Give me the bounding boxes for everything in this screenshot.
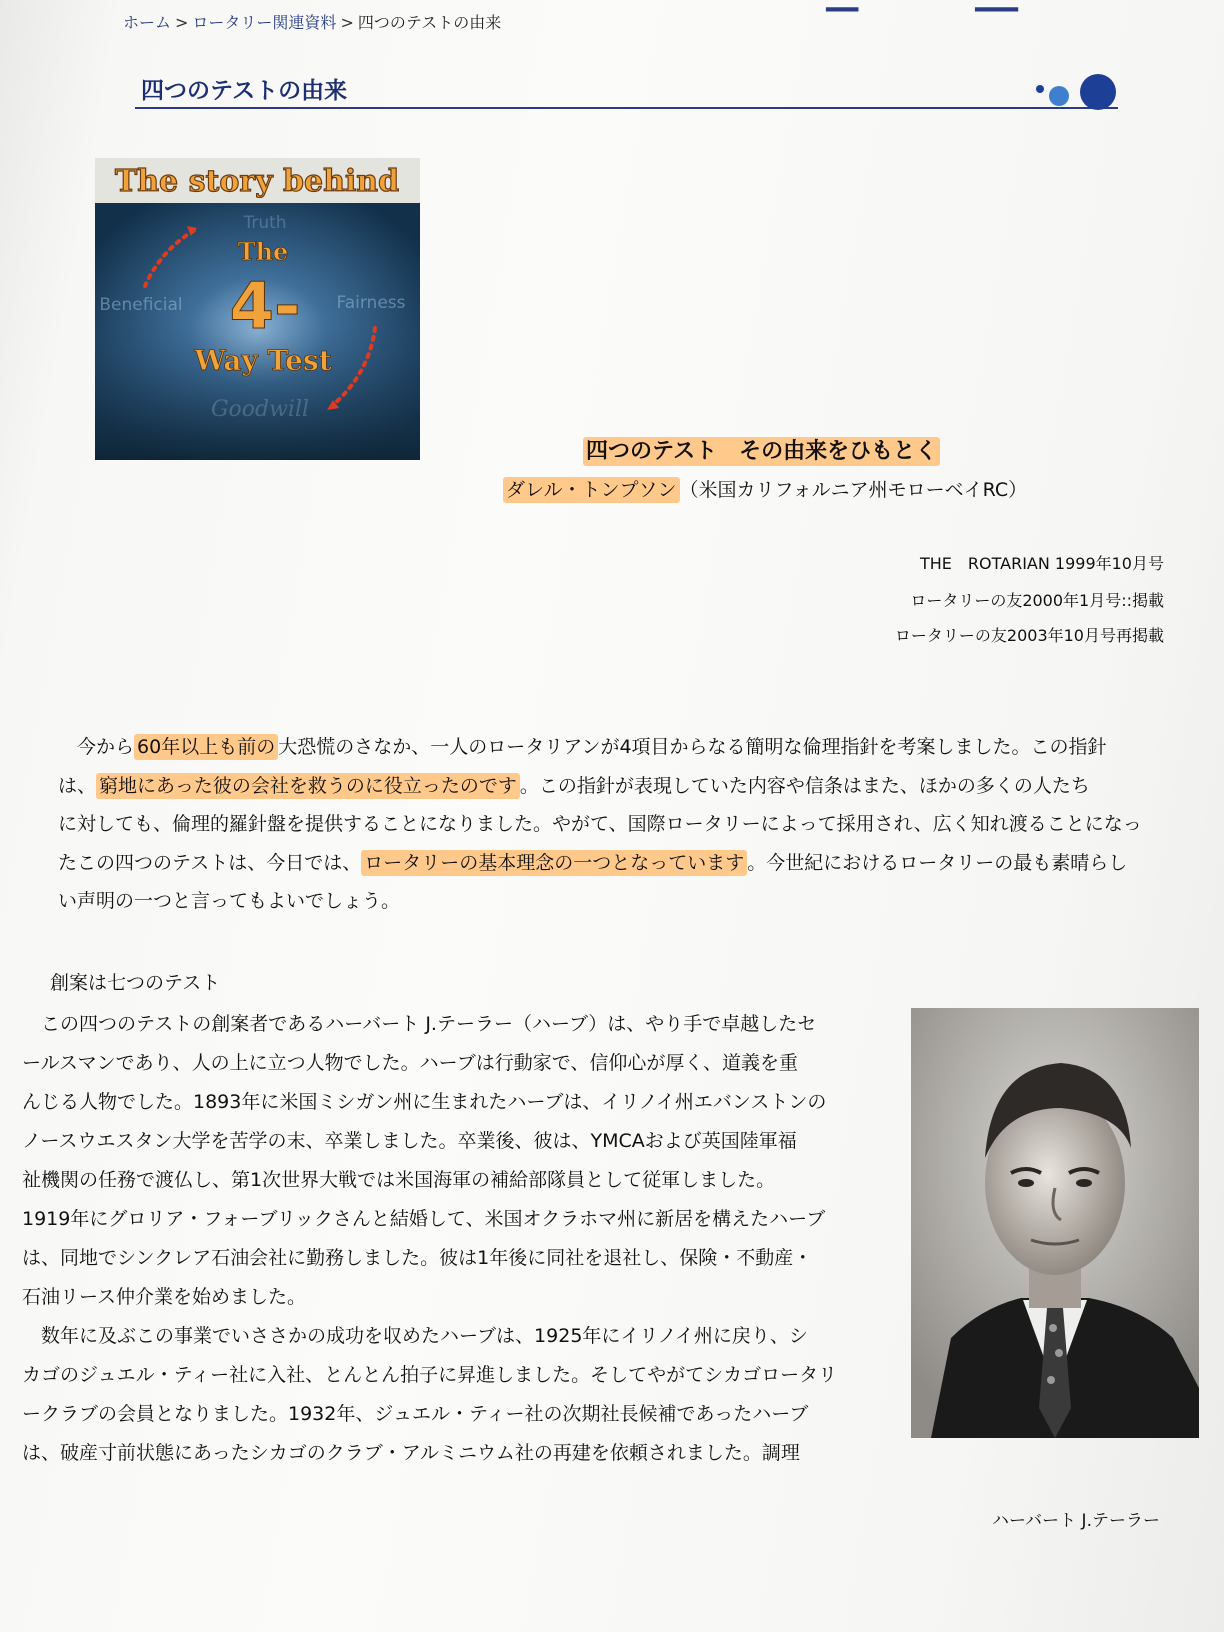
body-line: ールスマンであり、人の上に立つ人物でした。ハーブは行動家で、信仰心が厚く、道義を重 xyxy=(22,1052,798,1074)
section-heading: 創案は七つのテスト xyxy=(50,972,221,994)
decorative-dots-icon xyxy=(1034,72,1120,112)
cover-title-4: 4- xyxy=(229,270,301,344)
body-line: は、破産寸前状態にあったシカゴのクラブ・アルミニウム社の再建を依頼されました。調理 xyxy=(22,1442,800,1464)
cover-title-way-test: Way Test xyxy=(194,344,332,377)
body-line: は、同地でシンクレア石油会社に勤務しました。彼は1年後に同社を退社し、保険・不動産・ xyxy=(22,1247,813,1269)
cropped-top-text: ▂▂▂▂ xyxy=(975,0,1019,12)
body-line: 数年に及ぶこの事業でいささかの成功を収めたハーブは、1925年にイリノイ州に戻り、シ xyxy=(22,1325,808,1347)
body-line: 祉機関の任務で渡仏し、第1次世界大戦では米国海軍の補給部隊員として従軍しました。 xyxy=(22,1169,776,1191)
body-line: この四つのテストの創案者であるハーバート J.テーラー（ハーブ）は、やり手で卓越したセ xyxy=(22,1013,817,1035)
article-author xyxy=(503,475,1027,502)
breadcrumb-separator: > xyxy=(340,13,354,32)
breadcrumb-separator: > xyxy=(175,13,189,32)
body-line: 1919年にグロリア・フォーブリックさんと結婚して、米国オクラホマ州に新居を構えたハーブ xyxy=(22,1208,826,1230)
body-paragraph xyxy=(22,1005,927,1473)
intro-paragraph: 今から 60年以上も前の 大恐慌のさなか、一人のロータリアンが4項目からなる簡明な倫理指針を考案しました。この指針 は、 窮地にあった彼の会社を救うのに役立ったのです 。この指針が表現していた内容や信条はまた、ほかの多くの人たち に対しても、倫理的羅針盤を提供することになりました。やがて、国際ロータリーによって採用され、広く知れ渡ることになっ たこの四つのテストは、今日では、 ロータリーの基本理念の一つとなっています 。今世紀におけるロータリーの最も素晴らし い声明の一つと言ってもよいでしょう。 xyxy=(58,736,1142,912)
body-line: 石油リース仲介業を始めました。 xyxy=(22,1286,307,1308)
article-title: 四つのテスト その由来をひもとく xyxy=(583,434,940,465)
portrait-caption: ハーバート J.テーラー xyxy=(992,1511,1160,1531)
breadcrumb-home[interactable]: ホーム xyxy=(123,13,172,32)
cover-header-text: The story behind xyxy=(114,164,400,199)
publication-note: ロータリーの友2003年10月号再掲載 xyxy=(894,626,1164,645)
body-line: カゴのジュエル・ティー社に入社、とんとん拍子に昇進しました。そしてやがてシカゴロータリ xyxy=(22,1364,838,1386)
cover-word-fairness: Fairness xyxy=(336,293,406,313)
four-way-test-cover-image xyxy=(95,158,420,460)
publication-note: ロータリーの友2000年1月号::掲載 xyxy=(910,591,1164,610)
title-underline xyxy=(135,107,1118,109)
breadcrumb-current: 四つのテストの由来 xyxy=(357,13,502,32)
author-affiliation: （米国カリフォルニア州モローベイRC） xyxy=(679,479,1028,501)
cropped-top-text: ▂▂▂ xyxy=(826,0,859,12)
page-title: 四つのテストの由来 xyxy=(141,78,348,104)
author-name: ダレル・トンプソン xyxy=(503,477,680,503)
cover-title-the: The xyxy=(237,237,289,266)
cover-word-truth: Truth xyxy=(243,213,287,233)
body-line: んじる人物でした。1893年に米国ミシガン州に生まれたハーブは、イリノイ州エバンストンの xyxy=(22,1091,827,1113)
breadcrumb-parent[interactable]: ロータリー関連資料 xyxy=(192,13,337,32)
cover-word-beneficial: Beneficial xyxy=(99,295,183,315)
publication-note: THE ROTARIAN 1999年10月号 xyxy=(919,554,1164,573)
cover-word-goodwill: Goodwill xyxy=(210,397,310,422)
breadcrumb xyxy=(123,10,501,33)
body-line: ノースウエスタン大学を苦学の末、卒業しました。卒業後、彼は、YMCAおよび英国陸軍福 xyxy=(22,1130,797,1152)
portrait-photo xyxy=(911,1008,1199,1438)
body-line: ークラブの会員となりました。1932年、ジュエル・ティー社の次期社長候補であったハーブ xyxy=(22,1403,809,1425)
